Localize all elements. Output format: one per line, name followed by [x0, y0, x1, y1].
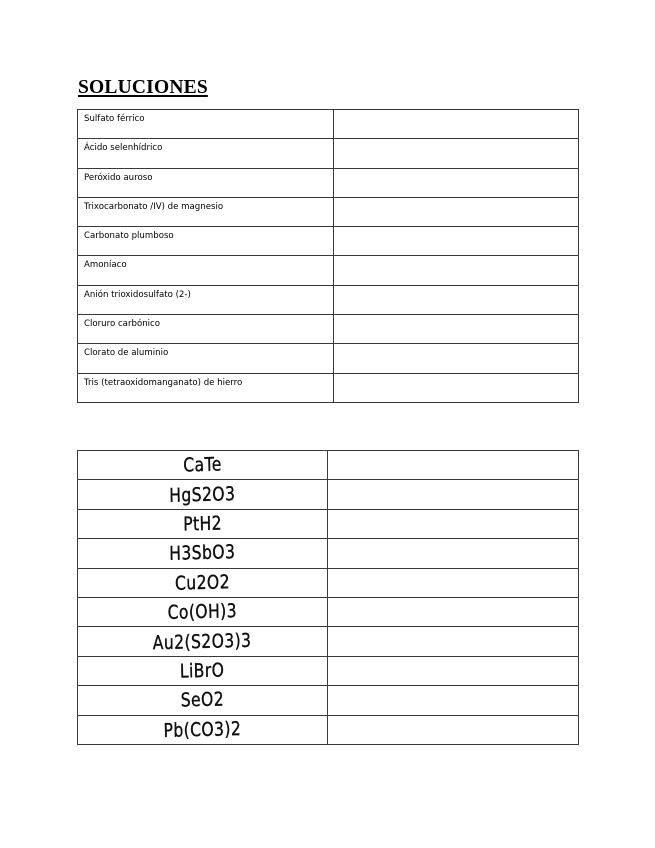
formula-cell — [78, 686, 328, 715]
formula-cell — [78, 480, 328, 509]
formula-cell — [78, 568, 328, 597]
table-row — [78, 715, 579, 744]
answer-cell[interactable] — [334, 285, 579, 314]
answer-cell[interactable] — [328, 627, 579, 656]
table-row — [78, 168, 579, 197]
answer-cell[interactable] — [334, 344, 579, 373]
compound-name: Amoníaco — [78, 256, 334, 285]
answer-cell[interactable] — [328, 656, 579, 685]
compound-name: Cloruro carbónico — [78, 315, 334, 344]
table-row — [78, 373, 579, 402]
handwritten-formula: SeO2 — [180, 688, 225, 712]
answer-cell[interactable] — [334, 197, 579, 226]
table-row — [78, 597, 579, 626]
names-table — [77, 109, 579, 403]
table-row — [78, 139, 579, 168]
table-row — [78, 285, 579, 314]
formula-cell — [78, 627, 328, 656]
answer-cell[interactable] — [328, 539, 579, 568]
answer-cell[interactable] — [334, 373, 579, 402]
compound-name: Trixocarbonato /IV) de magnesio — [78, 197, 334, 226]
compound-name: Anión trioxidosulfato (2-) — [78, 285, 334, 314]
formulas-table — [77, 450, 579, 745]
handwritten-formula: Co(OH)3 — [167, 600, 238, 625]
table-row — [78, 568, 579, 597]
handwritten-formula: Cu2O2 — [174, 571, 231, 595]
answer-cell[interactable] — [334, 256, 579, 285]
table-row — [78, 480, 579, 509]
answer-cell[interactable] — [334, 315, 579, 344]
table-row — [78, 509, 579, 538]
formula-cell — [78, 509, 328, 538]
formula-cell — [78, 656, 328, 685]
table-row — [78, 451, 579, 480]
handwritten-formula: Au2(S2O3)3 — [153, 629, 252, 654]
formula-cell — [78, 451, 328, 480]
answer-cell[interactable] — [334, 227, 579, 256]
answer-cell[interactable] — [328, 451, 579, 480]
handwritten-formula: HgS2O3 — [169, 482, 236, 507]
table-row — [78, 686, 579, 715]
table-row — [78, 197, 579, 226]
table-row — [78, 656, 579, 685]
answer-cell[interactable] — [328, 715, 579, 744]
formula-cell — [78, 715, 328, 744]
handwritten-formula: LiBrO — [180, 659, 225, 683]
answer-cell[interactable] — [334, 139, 579, 168]
handwritten-formula: CaTe — [183, 453, 222, 477]
answer-cell[interactable] — [328, 509, 579, 538]
compound-name: Carbonato plumboso — [78, 227, 334, 256]
compound-name: Peróxido auroso — [78, 168, 334, 197]
compound-name: Sulfato férrico — [78, 110, 334, 139]
answer-cell[interactable] — [328, 568, 579, 597]
page-title: SOLUCIONES — [78, 77, 208, 98]
table-row — [78, 539, 579, 568]
formula-cell — [78, 539, 328, 568]
table-row — [78, 227, 579, 256]
table-row — [78, 256, 579, 285]
answer-cell[interactable] — [328, 597, 579, 626]
handwritten-formula: H3SbO3 — [169, 541, 236, 566]
compound-name: Clorato de aluminio — [78, 344, 334, 373]
answer-cell[interactable] — [334, 168, 579, 197]
table-row — [78, 315, 579, 344]
compound-name: Tris (tetraoxidomanganato) de hierro — [78, 373, 334, 402]
answer-cell[interactable] — [328, 480, 579, 509]
table-row — [78, 627, 579, 656]
handwritten-formula: Pb(CO3)2 — [163, 717, 242, 742]
handwritten-formula: PtH2 — [182, 512, 223, 536]
formula-cell — [78, 597, 328, 626]
table-row — [78, 344, 579, 373]
table-row — [78, 110, 579, 139]
answer-cell[interactable] — [328, 686, 579, 715]
compound-name: Ácido selenhídrico — [78, 139, 334, 168]
answer-cell[interactable] — [334, 110, 579, 139]
